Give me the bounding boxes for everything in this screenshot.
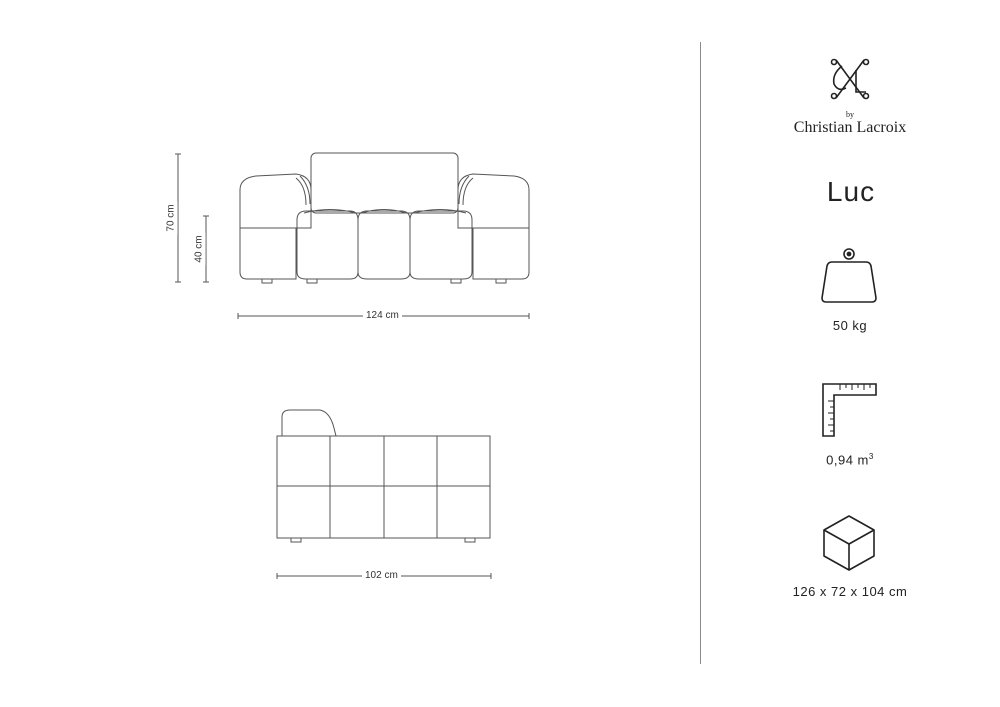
- front-width-label: 124 cm: [363, 310, 402, 322]
- front-view-sofa: [240, 153, 529, 283]
- brand-block: [770, 110, 930, 137]
- package-dimensions: 126 x 72 x 104 cm: [792, 584, 908, 599]
- volume-exponent: 3: [868, 452, 874, 461]
- weight-icon: [822, 249, 876, 302]
- brand-logo: [832, 60, 869, 99]
- weight-value: 50 kg: [832, 318, 868, 333]
- vertical-divider: [700, 42, 701, 664]
- cube-icon: [824, 516, 874, 570]
- volume-value: [760, 452, 940, 467]
- brand-by: by: [846, 110, 854, 119]
- seat-height-label: 40 cm: [194, 232, 206, 265]
- brand-name: Christian Lacroix: [793, 119, 907, 136]
- side-depth-label: 102 cm: [362, 570, 401, 582]
- volume-number: 0,94 m: [826, 452, 869, 468]
- front-height-label: 70 cm: [166, 201, 178, 234]
- ruler-corner-icon: [823, 384, 876, 436]
- product-name: Luc: [826, 176, 876, 207]
- side-view-sofa: [277, 410, 490, 542]
